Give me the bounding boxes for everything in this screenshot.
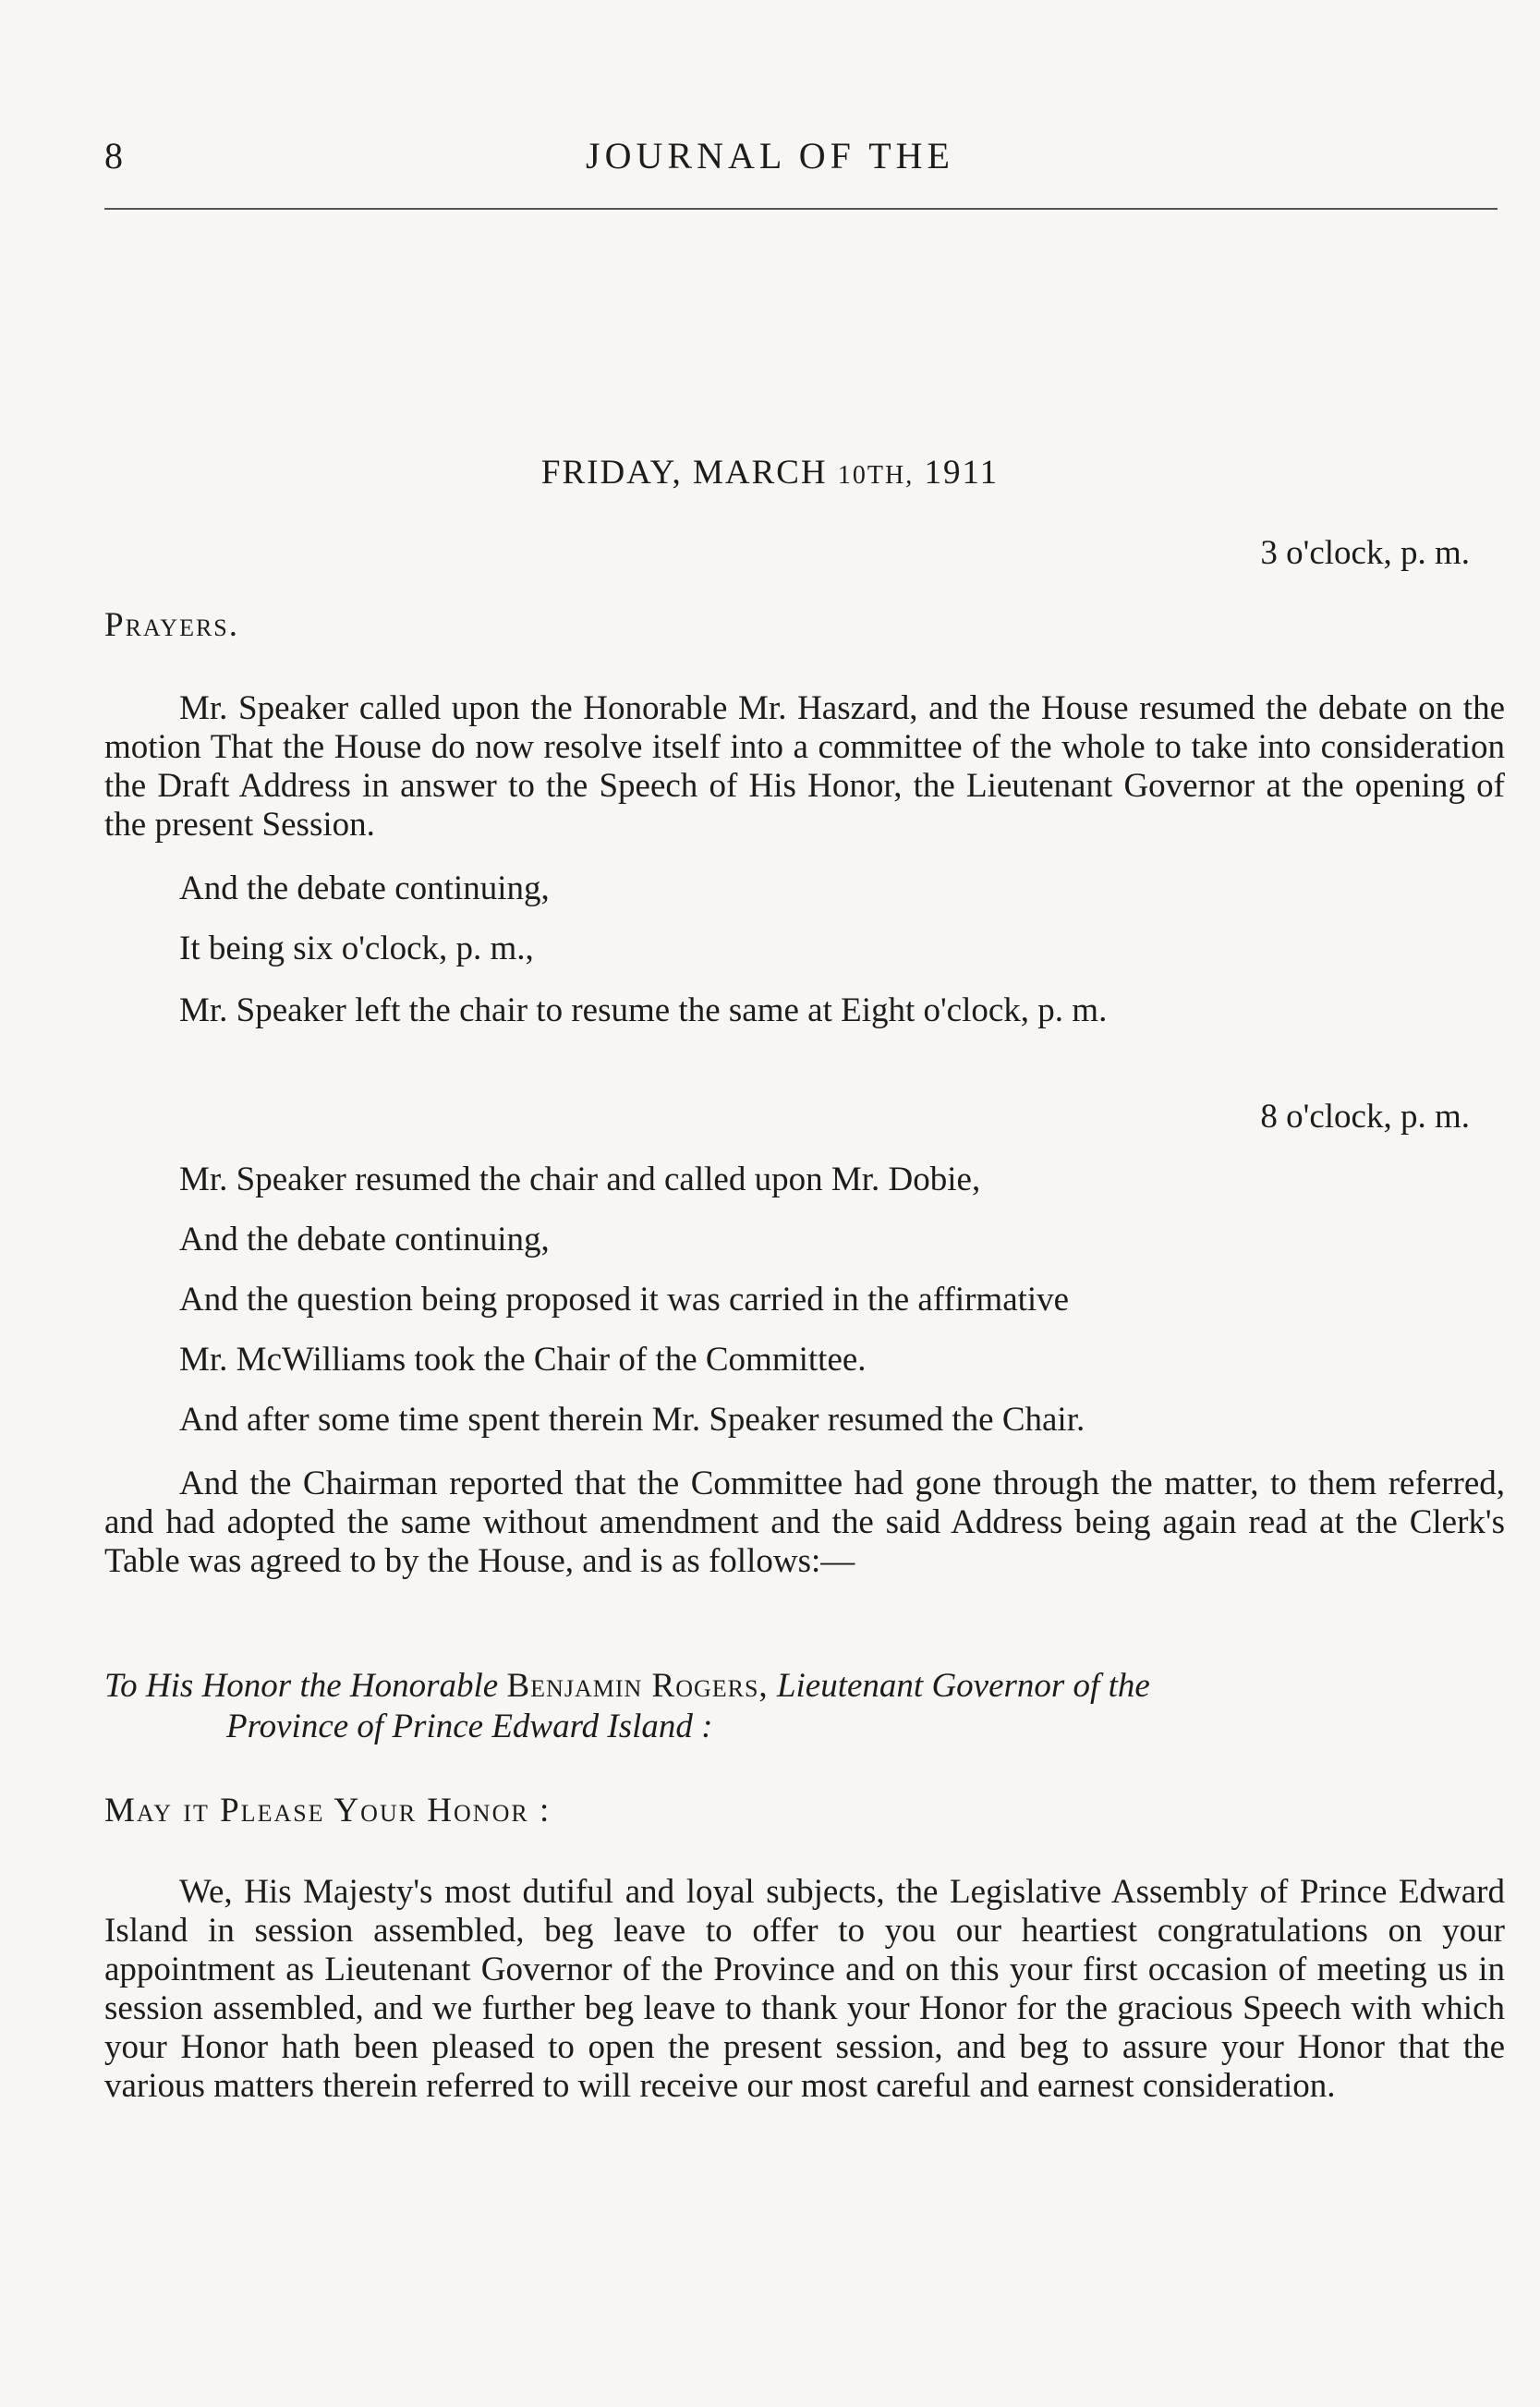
evening-line-3: And the question being proposed it was carried in the affirmative: [179, 1281, 1070, 1319]
date-ordinal: 10TH,: [837, 461, 915, 490]
afternoon-line-1: And the debate continuing,: [179, 869, 550, 907]
prayers-heading: Prayers.: [104, 606, 240, 644]
running-title: JOURNAL OF THE: [586, 135, 954, 176]
address-prefix: To His Honor the Honorable: [104, 1667, 499, 1705]
address-body: We, His Majesty's most dutiful and loyal subjects, the Legislative Assembly of Prince Edward Island in session assembled, beg leave to offer to you our heartiest congratulations on your appointment as Lieutenant Governor of the Province and on this your first occasion of meeting us in session assembled, and we further beg leave to thank your Honor for the gracious Speech with which your Honor hath been pleased to open the present session, and beg to assure your Honor that the various matters therein referred to will receive our most careful and earnest consideration.: [104, 1873, 1505, 2105]
address-title-line2: Province of Prince Edward Island :: [226, 1708, 713, 1745]
chairman-paragraph: And the Chairman reported that the Committee had gone through the matter, to them referred, and had adopted the same without amendment and the said Address being again read at the Clerk's Table was agreed to by the House, and is as follows:—: [104, 1465, 1505, 1580]
afternoon-line-3: Mr. Speaker left the chair to resume the same at Eight o'clock, p. m.: [179, 991, 1108, 1029]
date-year: 1911: [924, 454, 1000, 492]
header-rule: [104, 208, 1498, 210]
afternoon-time: 3 o'clock, p. m.: [1260, 534, 1470, 572]
evening-line-1: Mr. Speaker resumed the chair and called upon Mr. Dobie,: [179, 1161, 981, 1198]
evening-line-4: Mr. McWilliams took the Chair of the Committee.: [179, 1341, 867, 1379]
evening-line-5: And after some time spent therein Mr. Speaker resumed the Chair.: [179, 1401, 1085, 1439]
address-title-line1: Lieutenant Governor of the: [776, 1667, 1150, 1705]
address-heading: [104, 1666, 1505, 1747]
salutation: May it Please Your Honor :: [104, 1792, 552, 1830]
afternoon-line-2: It being six o'clock, p. m.,: [179, 930, 534, 967]
date-line: [0, 453, 1540, 492]
address-name: Benjamin Rogers,: [506, 1667, 769, 1705]
speaker-paragraph: Mr. Speaker called upon the Honorable Mr. Haszard, and the House resumed the debate on the motion That the House do now resolve itself into a committee of the whole to take into consideration the Draft Address in answer to the Speech of His Honor, the Lieutenant Governor at the opening of the present Session.: [104, 689, 1505, 844]
page-number: 8: [104, 135, 123, 176]
evening-time: 8 o'clock, p. m.: [1260, 1098, 1470, 1136]
date-day-month: FRIDAY, MARCH: [540, 454, 828, 492]
evening-line-2: And the debate continuing,: [179, 1221, 550, 1258]
